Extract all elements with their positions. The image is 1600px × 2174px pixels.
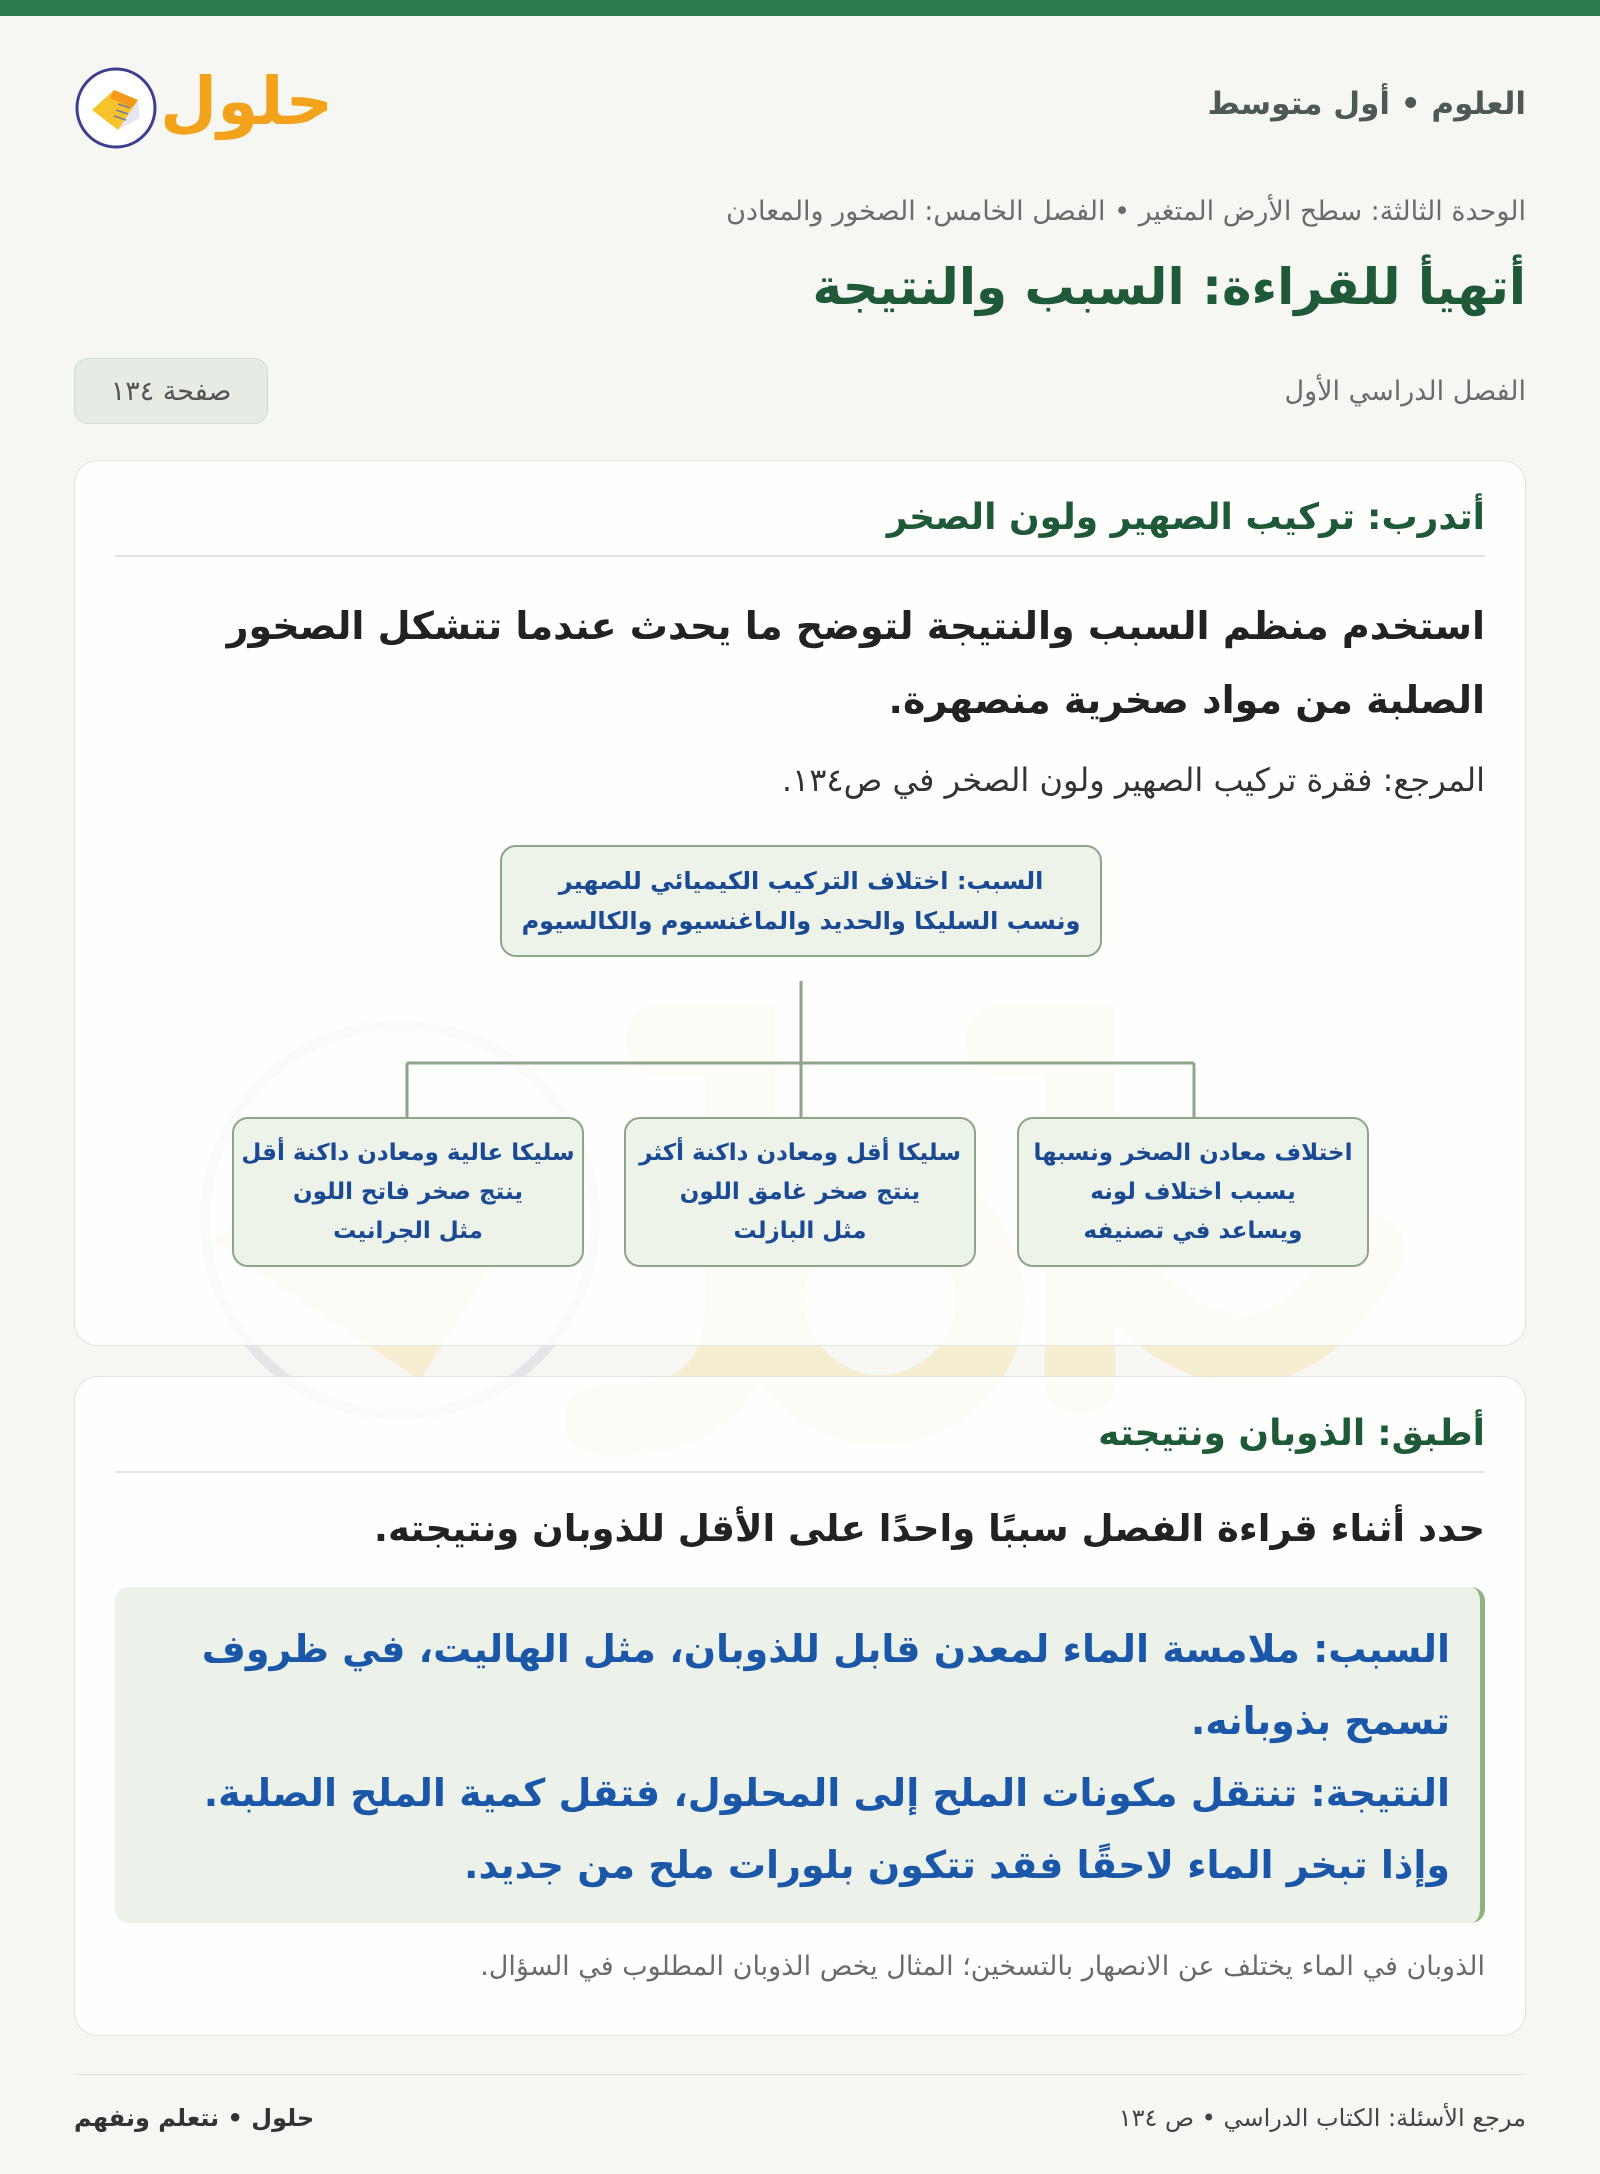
effect-line: ينتج صخر غامق اللون bbox=[679, 1178, 921, 1205]
effect-line: ينتج صخر فاتح اللون bbox=[293, 1178, 523, 1205]
answer-box bbox=[115, 1587, 1485, 1923]
apply-question: حدد أثناء قراءة الفصل سببًا واحدًا على الأقل للذوبان ونتيجته. bbox=[373, 1507, 1485, 1550]
effect-box-2 bbox=[624, 1117, 976, 1267]
effect-line: يسبب اختلاف لونه bbox=[1090, 1178, 1296, 1205]
practice-heading-text: تركيب الصهير ولون الصخر bbox=[886, 497, 1356, 538]
effect-line: اختلاف معادن الصخر ونسبها bbox=[1033, 1139, 1353, 1166]
term-label: الفصل الدراسي الأول bbox=[1284, 376, 1526, 407]
effect-line: سليكا عالية ومعادن داكنة أقل bbox=[241, 1139, 575, 1166]
page-header bbox=[74, 56, 1526, 156]
practice-question: استخدم منظم السبب والنتيجة لتوضح ما يحدث عندما تتشكل الصخور الصلبة من مواد صخرية منصهرة. bbox=[226, 604, 1485, 722]
subject-label: العلوم • أول متوسط bbox=[1207, 86, 1526, 122]
cause-box bbox=[500, 845, 1102, 957]
effect-box-1 bbox=[1017, 1117, 1369, 1267]
cause-line: ونسب السليكا والحديد والماغنسيوم والكالسيوم bbox=[521, 907, 1081, 935]
footer-reference: مرجع الأسئلة: الكتاب الدراسي • ص ١٣٤ bbox=[1118, 2104, 1526, 2132]
cause-effect-organizer bbox=[75, 461, 1527, 1347]
cause-line: السبب: اختلاف التركيب الكيميائي للصهير bbox=[558, 867, 1044, 895]
apply-prefix: أطبق: bbox=[1377, 1413, 1485, 1454]
page-number-badge: صفحة ١٣٤ bbox=[74, 358, 268, 424]
effect-line: مثل الجرانيت bbox=[333, 1217, 483, 1244]
effect-box-3 bbox=[232, 1117, 584, 1267]
effect-line: مثل البازلت bbox=[733, 1217, 867, 1244]
logo-text: حلول bbox=[160, 63, 334, 140]
practice-reference: المرجع: فقرة تركيب الصهير ولون الصخر في ص١٣٤. bbox=[781, 761, 1485, 799]
footer-divider bbox=[74, 2074, 1526, 2075]
effect-line: ويساعد في تصنيفه bbox=[1083, 1217, 1303, 1244]
apply-note: الذوبان في الماء يختلف عن الانصهار بالتسخين؛ المثال يخص الذوبان المطلوب في السؤال. bbox=[480, 1951, 1485, 1982]
footer-brand[interactable]: حلول • نتعلم ونفهم bbox=[74, 2104, 315, 2132]
top-accent-bar bbox=[0, 0, 1600, 16]
site-logo[interactable] bbox=[74, 56, 344, 156]
answer-cause: السبب: ملامسة الماء لمعدن قابل للذوبان، مثل الهاليت، في ظروف تسمح بذوبانه. bbox=[201, 1627, 1450, 1743]
apply-card-heading bbox=[115, 1413, 1485, 1473]
effect-line: سليكا أقل ومعادن داكنة أكثر bbox=[639, 1139, 961, 1166]
practice-prefix: أتدرب: bbox=[1367, 497, 1485, 538]
apply-card bbox=[74, 1376, 1526, 2036]
apply-heading-text: الذوبان ونتيجته bbox=[1098, 1413, 1366, 1454]
page-title: أتهيأ للقراءة: السبب والنتيجة bbox=[812, 258, 1526, 316]
answer-result: النتيجة: تنتقل مكونات الملح إلى المحلول، فتقل كمية الملح الصلبة. وإذا تبخر الماء لاحقًا فقد تتكون بلورات ملح من جديد. bbox=[203, 1771, 1450, 1887]
unit-breadcrumb: الوحدة الثالثة: سطح الأرض المتغير • الفصل الخامس: الصخور والمعادن bbox=[726, 196, 1526, 227]
practice-card bbox=[74, 460, 1526, 1346]
